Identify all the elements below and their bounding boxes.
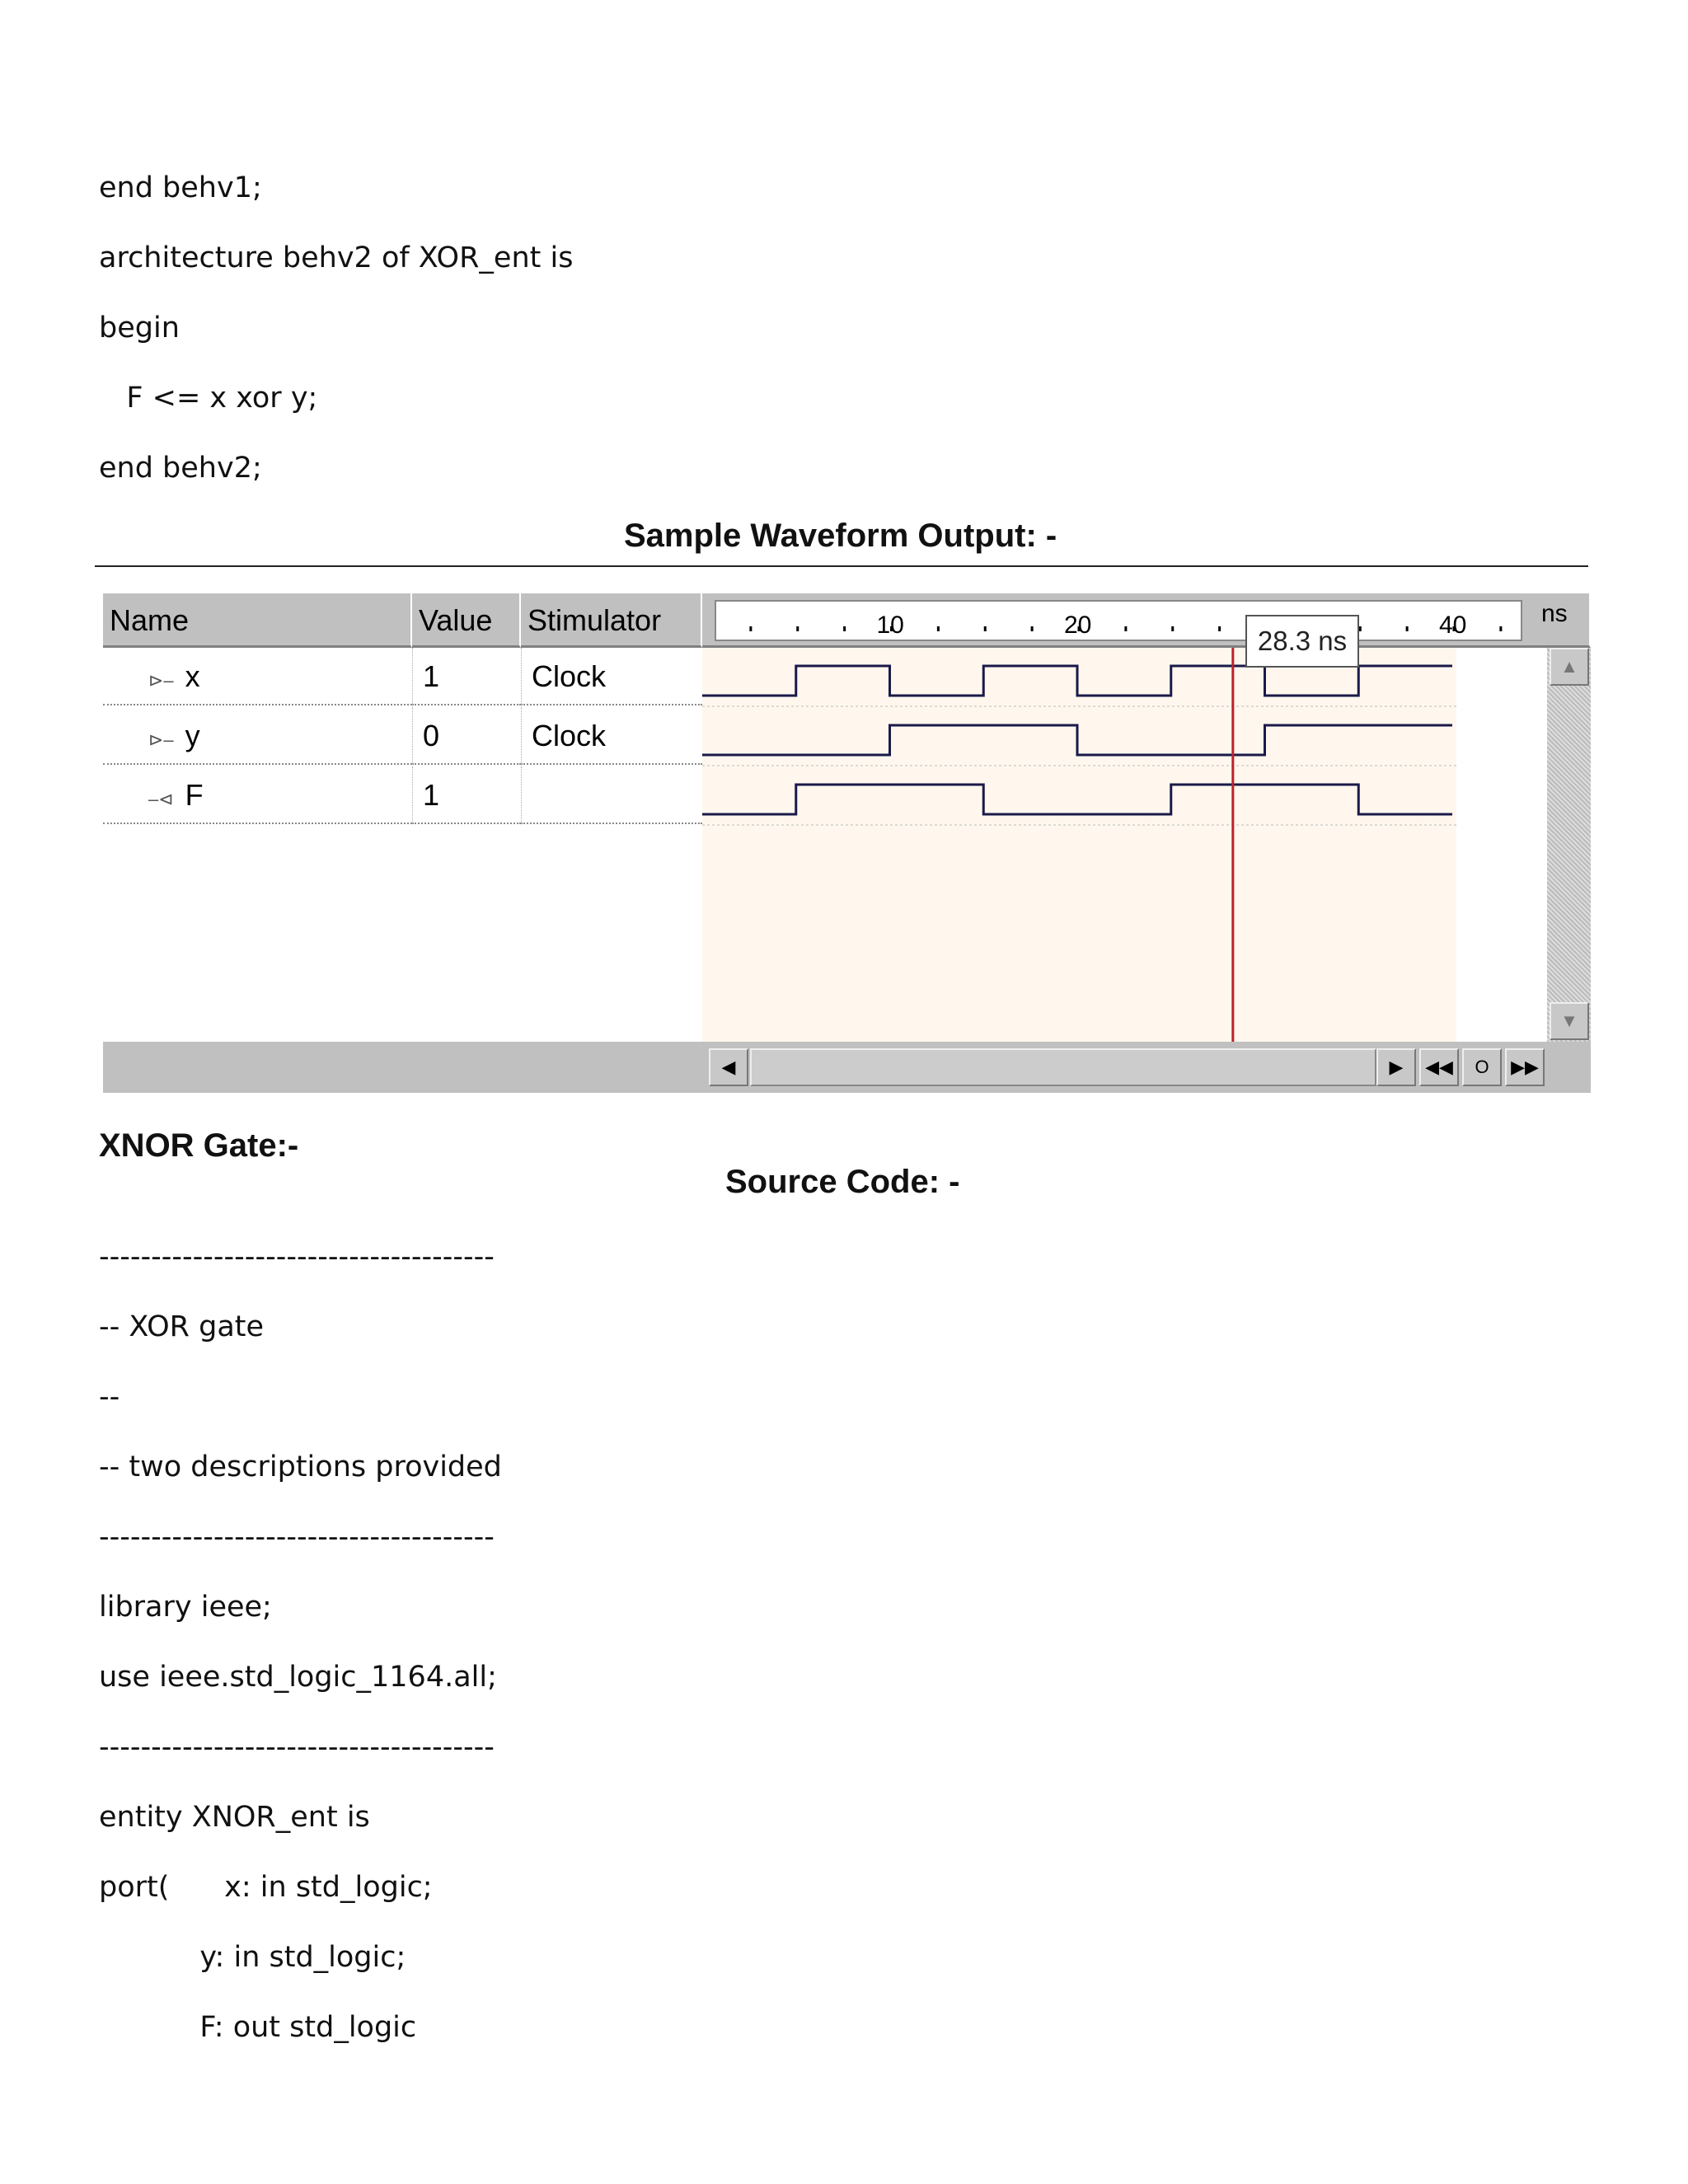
signal-name-cell[interactable] (103, 766, 412, 824)
code-line: -- (99, 1380, 120, 1413)
scroll-up-button[interactable]: ▲ (1550, 648, 1589, 686)
vertical-scrollbar[interactable] (1547, 648, 1591, 1042)
ruler-ticks (716, 602, 1521, 640)
ruler-tick (1499, 626, 1502, 631)
signal-stimulator-cell[interactable] (521, 766, 702, 824)
ruler-tick (749, 626, 752, 631)
code-line: -------------------------------------- (99, 1521, 495, 1554)
waveform-plot (702, 648, 1456, 1042)
source-code-heading: Source Code: - (725, 1164, 960, 1200)
code-line: use ieee.std_logic_1164.all; (99, 1661, 497, 1694)
go-to-start-button[interactable]: ◀◀ (1419, 1048, 1459, 1086)
signal-waveform-y (702, 725, 1452, 755)
code-line: architecture behv2 of XOR_ent is (99, 241, 574, 274)
column-header-value[interactable]: Value (412, 593, 521, 648)
tick-label: 20 (1064, 612, 1092, 639)
ruler-tick (1031, 626, 1034, 631)
time-unit-label: ns (1541, 600, 1568, 627)
scroll-right-button[interactable]: ▶ (1376, 1048, 1416, 1086)
ruler-tick (1359, 626, 1362, 631)
ruler-tick (843, 626, 846, 631)
cursor-time-tooltip: 28.3 ns (1245, 615, 1359, 668)
time-ruler[interactable] (715, 600, 1522, 641)
signal-name: y (185, 719, 200, 752)
waveform-panel[interactable] (702, 648, 1456, 1042)
scroll-down-button[interactable]: ▼ (1550, 1002, 1589, 1040)
input-pin-icon: ⊳– (148, 670, 174, 691)
ruler-tick (1171, 626, 1174, 631)
ruler-tick (984, 626, 987, 631)
signal-value-cell: 0 (412, 707, 521, 765)
xnor-gate-heading: XNOR Gate:- (99, 1127, 299, 1164)
signal-value-cell: 1 (412, 648, 521, 705)
ruler-tick (796, 626, 799, 631)
code-line: -------------------------------------- (99, 1731, 495, 1764)
code-line: library ieee; (99, 1591, 272, 1624)
signal-name-cell[interactable] (103, 707, 412, 765)
ruler-tick (937, 626, 940, 631)
scroll-track[interactable] (750, 1048, 1376, 1086)
code-line: entity XNOR_ent is (99, 1801, 370, 1834)
scroll-left-button[interactable]: ◀ (709, 1048, 748, 1086)
output-pin-icon: –⊲ (148, 789, 174, 809)
signal-list-panel (103, 648, 702, 1042)
code-line: -- XOR gate (99, 1310, 265, 1343)
waveform-empty-area (1456, 648, 1547, 1042)
stop-button[interactable]: O (1462, 1048, 1502, 1086)
signal-name-cell[interactable] (103, 648, 412, 705)
column-header-name[interactable]: Name (103, 593, 412, 648)
waveform-viewer (103, 593, 1591, 1093)
waveform-heading: Sample Waveform Output: - (624, 518, 1057, 554)
code-line: F <= x xor y; (99, 382, 318, 415)
horizontal-rule (95, 565, 1588, 567)
signal-waveform-F (702, 785, 1452, 814)
tick-label: 40 (1439, 612, 1467, 639)
code-line: -------------------------------------- (99, 1240, 495, 1273)
signal-waveform-x (702, 666, 1452, 696)
code-line: y: in std_logic; (99, 1941, 406, 1974)
code-line: begin (99, 312, 180, 344)
code-line: end behv2; (99, 452, 262, 485)
input-pin-icon: ⊳– (148, 729, 174, 750)
signal-stimulator-cell[interactable]: Clock (521, 707, 702, 765)
signal-stimulator-cell[interactable]: Clock (521, 648, 702, 705)
signal-name: F (185, 778, 204, 812)
ruler-tick (1406, 626, 1409, 631)
code-line: port( x: in std_logic; (99, 1871, 433, 1904)
ruler-tick (1218, 626, 1221, 631)
code-line: F: out std_logic (99, 2011, 417, 2044)
code-line: -- two descriptions provided (99, 1451, 502, 1483)
code-line: end behv1; (99, 171, 262, 204)
horizontal-scrollbar[interactable] (103, 1042, 1591, 1093)
signal-value-cell: 1 (412, 766, 521, 824)
signal-name: x (185, 659, 200, 693)
tick-label: 10 (876, 612, 904, 639)
column-header-stimulator[interactable]: Stimulator (521, 593, 702, 648)
go-to-end-button[interactable]: ▶▶ (1505, 1048, 1545, 1086)
ruler-tick (1124, 626, 1127, 631)
